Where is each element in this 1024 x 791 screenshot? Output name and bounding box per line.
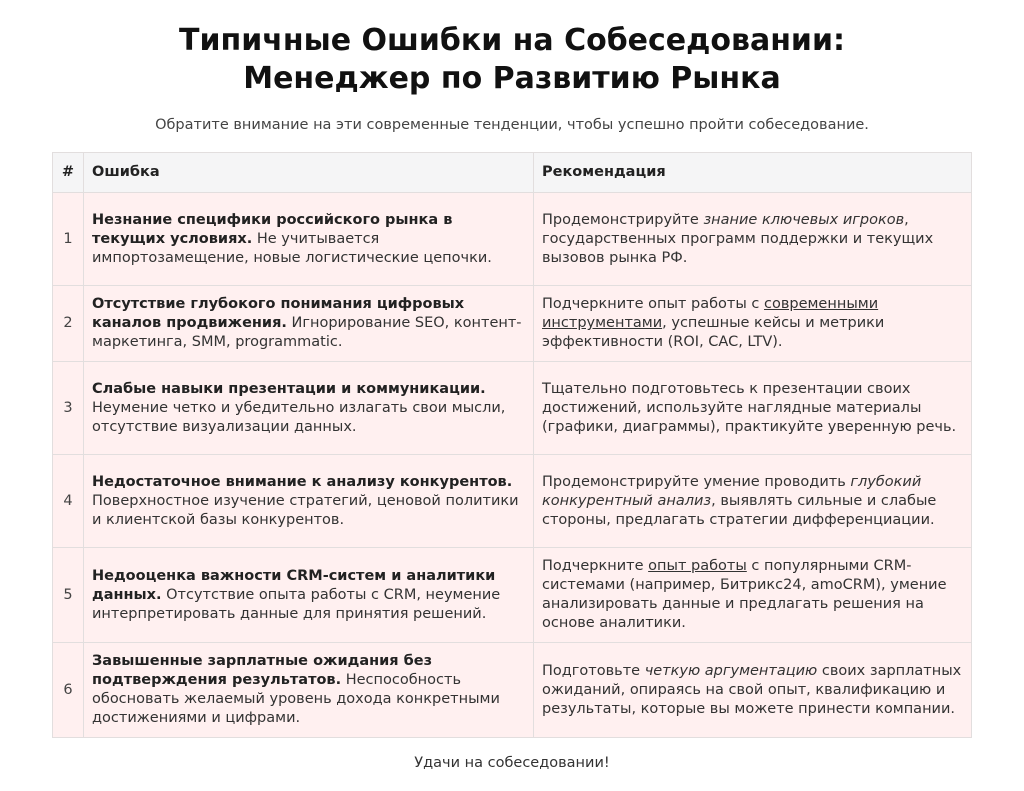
recommendation-text: Продемонстрируйте умение проводить: [542, 473, 851, 490]
table-row: [53, 455, 972, 548]
error-cell: [84, 548, 534, 643]
error-cell: [84, 455, 534, 548]
error-title: Недостаточное внимание к анализу конкурентов.: [92, 473, 513, 490]
recommendation-text: Продемонстрируйте: [542, 211, 704, 228]
recommendation-cell: [534, 455, 972, 548]
recommendation-cell: [534, 643, 972, 738]
header-error: Ошибка: [84, 153, 534, 193]
recommendation-text: , выявлять сильные и слабые стороны, предлагать стратегии дифференциации.: [542, 492, 937, 528]
page-title-line-1: Типичные Ошибки на Собеседовании:: [179, 23, 845, 58]
table-row: [53, 286, 972, 362]
footer-message: Удачи на собеседовании!: [414, 755, 610, 771]
header-number: #: [53, 153, 84, 193]
recommendation-cell: [534, 548, 972, 643]
recommendation-text: , государственных программ поддержки и текущих вызовов рынка РФ.: [542, 211, 934, 266]
mistakes-table: [52, 152, 972, 738]
table-row: [53, 362, 972, 455]
page-subtitle: Обратите внимание на эти современные тенденции, чтобы успешно пройти собеседование.: [155, 117, 869, 133]
error-cell: [84, 643, 534, 738]
recommendation-text: Подготовьте: [542, 662, 645, 679]
recommendation-text: Подчеркните: [542, 558, 649, 574]
row-number: 5: [53, 548, 84, 643]
error-description: Игнорирование SEO, контент-маркетинга, SMM, programmatic.: [92, 315, 522, 350]
table-header-row: [53, 153, 972, 193]
error-description: Неумение четко и убедительно излагать свои мысли, отсутствие визуализации данных.: [92, 399, 506, 435]
recommendation-emphasis: глубокий конкурентный анализ: [542, 473, 922, 509]
recommendation-cell: [534, 193, 972, 286]
row-number: 2: [53, 286, 84, 362]
recommendation-text: Подчеркните опыт работы с: [542, 296, 764, 312]
recommendation-emphasis: четкую аргументацию: [644, 662, 818, 679]
page-title-line-2: Менеджер по Развитию Рынка: [243, 61, 781, 96]
error-title: Завышенные зарплатные ожидания без подтверждения результатов.: [92, 653, 433, 688]
recommendation-text: своих зарплатных ожиданий, опираясь на свой опыт, квалификацию и результаты, которые вы можете принести компании.: [542, 662, 962, 717]
recommendation-cell: [534, 286, 972, 362]
error-title: Незнание специфики российского рынка в текущих условиях.: [92, 211, 453, 247]
error-description: Поверхностное изучение стратегий, ценовой политики и клиентской базы конкурентов.: [92, 492, 519, 528]
error-cell: [84, 286, 534, 362]
error-description: Не учитывается импортозамещение, новые логистические цепочки.: [92, 230, 492, 266]
page-title: [0, 22, 1024, 98]
row-number: 4: [53, 455, 84, 548]
recommendation-emphasis: современными инструментами: [542, 296, 879, 331]
recommendation-text: с популярными CRM-системами (например, Битрикс24, amoCRM), умение анализировать данные и предлагать решения на основе аналитики.: [542, 558, 947, 631]
recommendation-text: , успешные кейсы и метрики эффективности (ROI, CAC, LTV).: [542, 315, 885, 350]
error-title: Слабые навыки презентации и коммуникации.: [92, 380, 486, 397]
recommendation-emphasis: знание ключевых игроков: [703, 211, 905, 228]
error-title: Отсутствие глубокого понимания цифровых каналов продвижения.: [92, 296, 465, 331]
error-title: Недооценка важности CRM-систем и аналитики данных.: [92, 567, 496, 603]
error-description: Неспособность обосновать желаемый уровень дохода конкретными достижениями и цифрами.: [92, 672, 500, 726]
recommendation-emphasis: опыт работы: [648, 558, 747, 574]
error-cell: [84, 362, 534, 455]
row-number: 3: [53, 362, 84, 455]
table-row: [53, 193, 972, 286]
row-number: 1: [53, 193, 84, 286]
table-row: [53, 548, 972, 643]
row-number: 6: [53, 643, 84, 738]
header-recommendation: Рекомендация: [534, 153, 972, 193]
recommendation-text: Тщательно подготовьтесь к презентации своих достижений, используйте наглядные материалы (графики, диаграммы), практикуйте уверенную речь.: [542, 380, 957, 435]
table-row: [53, 643, 972, 738]
error-description: Отсутствие опыта работы с CRM, неумение интерпретировать данные для принятия решений.: [92, 586, 501, 622]
error-cell: [84, 193, 534, 286]
recommendation-cell: [534, 362, 972, 455]
